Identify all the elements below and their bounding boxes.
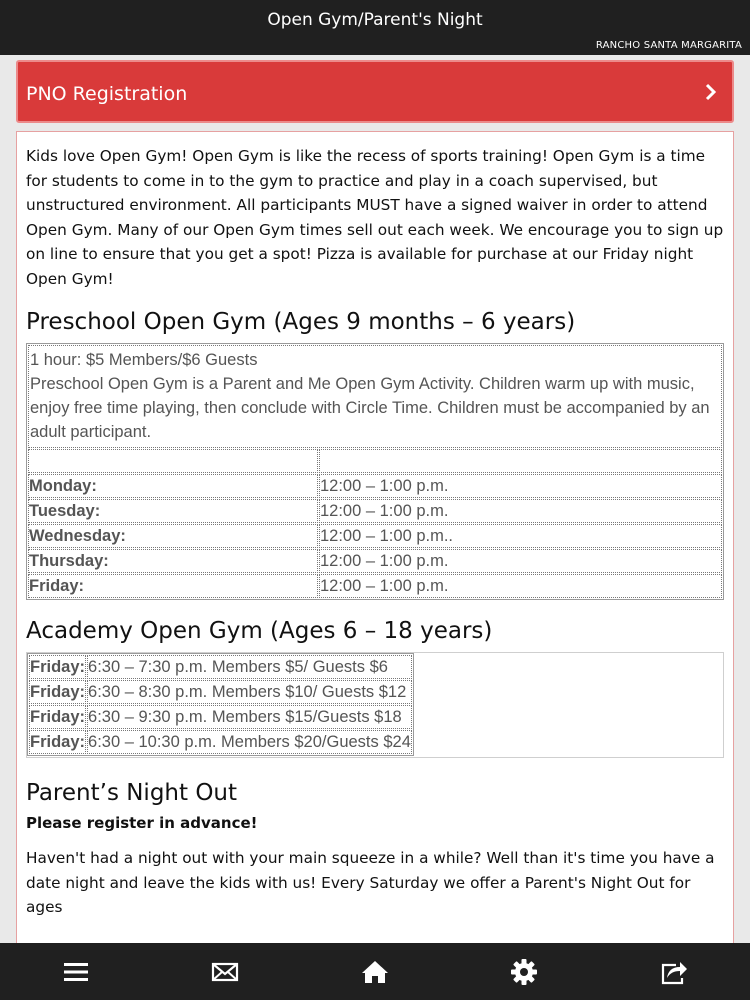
table-row xyxy=(28,474,722,498)
preschool-price: 1 hour: $5 Members/$6 Guests xyxy=(30,351,258,369)
preschool-heading: Preschool Open Gym (Ages 9 months – 6 years) xyxy=(26,309,576,335)
pno-note: Please register in advance! xyxy=(26,814,258,832)
table-row xyxy=(28,549,722,573)
detail-cell: 6:30 – 8:30 p.m. Members $10/ Guests $12 xyxy=(87,680,412,704)
chevron-right-icon xyxy=(704,80,718,110)
preschool-table xyxy=(26,343,724,600)
time-cell: 12:00 – 1:00 p.m. xyxy=(319,499,722,523)
time-cell: 12:00 – 1:00 p.m.. xyxy=(319,524,722,548)
time-cell: 12:00 – 1:00 p.m. xyxy=(319,474,722,498)
detail-cell: 6:30 – 7:30 p.m. Members $5/ Guests $6 xyxy=(87,655,412,679)
day-cell: Monday: xyxy=(28,474,318,498)
content-area[interactable] xyxy=(0,55,750,943)
gear-icon[interactable] xyxy=(509,957,539,987)
detail-cell: 6:30 – 9:30 p.m. Members $15/Guests $18 xyxy=(87,705,412,729)
day-cell: Friday: xyxy=(29,705,86,729)
academy-heading: Academy Open Gym (Ages 6 – 18 years) xyxy=(26,618,493,644)
table-row xyxy=(28,499,722,523)
table-row xyxy=(28,449,722,473)
pno-registration-label: PNO Registration xyxy=(26,83,188,105)
table-row xyxy=(28,524,722,548)
day-cell: Friday: xyxy=(28,574,318,598)
preschool-description: Preschool Open Gym is a Parent and Me Open Gym Activity. Children warm up with music, enjoy free time playing, then conclude with Circle Time. Children must be accompanied by an adult participant. xyxy=(30,375,710,441)
academy-table-wrapper xyxy=(26,652,724,758)
detail-cell: 6:30 – 10:30 p.m. Members $20/Guests $24 xyxy=(87,730,412,754)
table-row xyxy=(29,655,412,679)
menu-icon[interactable] xyxy=(61,957,91,987)
table-row xyxy=(28,574,722,598)
location-label: RANCHO SANTA MARGARITA xyxy=(595,40,742,51)
day-cell: Thursday: xyxy=(28,549,318,573)
academy-table xyxy=(27,653,414,756)
time-cell: 12:00 – 1:00 p.m. xyxy=(319,574,722,598)
pno-heading: Parent’s Night Out xyxy=(26,780,238,806)
home-icon[interactable] xyxy=(360,957,390,987)
intro-paragraph: Kids love Open Gym! Open Gym is like the recess of sports training! Open Gym is a time for students to come in to the gym to practice and play in a coach supervised, but unstructured environment. All participants MUST have a signed waiver in order to attend Open Gym. Many of our Open Gym times sell out each week. We encourage you to sign up on line to ensure that you get a spot! Pizza is available for purchase at our Friday night Open Gym! xyxy=(26,147,724,288)
day-cell: Friday: xyxy=(29,730,86,754)
day-cell: Friday: xyxy=(29,655,86,679)
day-cell: Tuesday: xyxy=(28,499,318,523)
table-row xyxy=(29,730,412,754)
info-card xyxy=(16,131,734,943)
day-cell: Wednesday: xyxy=(28,524,318,548)
preschool-description-cell xyxy=(28,345,722,448)
table-row xyxy=(29,680,412,704)
mail-icon[interactable] xyxy=(210,957,240,987)
day-cell: Friday: xyxy=(29,680,86,704)
page-title: Open Gym/Parent's Night xyxy=(267,10,483,30)
share-icon[interactable] xyxy=(659,957,689,987)
bottom-nav xyxy=(0,943,750,1000)
pno-paragraph: Haven't had a night out with your main squeeze in a while? Well than it's time you have a date night and leave the kids with us! Every Saturday we offer a Parent's Night Out for ages xyxy=(26,849,715,916)
time-cell: 12:00 – 1:00 p.m. xyxy=(319,549,722,573)
table-row xyxy=(29,705,412,729)
pno-registration-button[interactable] xyxy=(16,60,734,123)
top-bar xyxy=(0,0,750,55)
